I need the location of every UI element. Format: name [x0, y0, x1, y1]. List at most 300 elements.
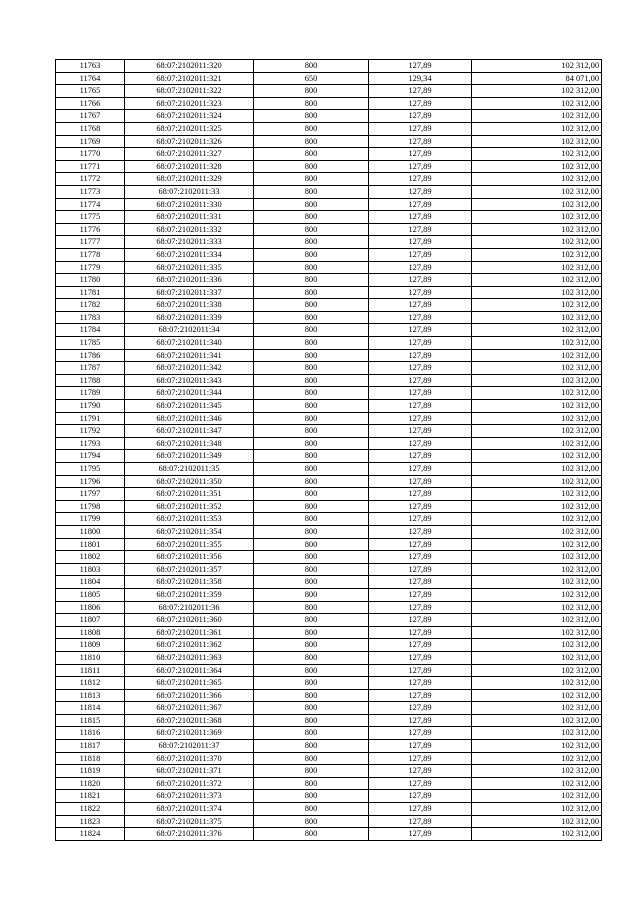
table-row: [56, 651, 602, 664]
cadastral-number-cell: 68:07:2102011:329: [125, 173, 254, 186]
value-cell: 102 312,00: [472, 185, 602, 198]
rate-cell: 127,89: [369, 324, 472, 337]
cadastral-number-cell: 68:07:2102011:321: [125, 72, 254, 85]
row-number-cell: 11811: [56, 664, 125, 677]
table-row: [56, 450, 602, 463]
rate-cell: 127,89: [369, 563, 472, 576]
cadastral-number-cell: 68:07:2102011:352: [125, 500, 254, 513]
area-cell: 800: [254, 538, 369, 551]
rate-cell: 127,89: [369, 173, 472, 186]
rate-cell: 127,89: [369, 513, 472, 526]
row-number-cell: 11813: [56, 689, 125, 702]
rate-cell: 127,89: [369, 803, 472, 816]
value-cell: 102 312,00: [472, 677, 602, 690]
value-cell: 102 312,00: [472, 85, 602, 98]
rate-cell: 127,89: [369, 651, 472, 664]
value-cell: 102 312,00: [472, 475, 602, 488]
rate-cell: 127,89: [369, 248, 472, 261]
rate-cell: 127,89: [369, 97, 472, 110]
table-row: [56, 639, 602, 652]
value-cell: 102 312,00: [472, 488, 602, 501]
row-number-cell: 11806: [56, 601, 125, 614]
value-cell: 102 312,00: [472, 664, 602, 677]
value-cell: 102 312,00: [472, 463, 602, 476]
table-row: [56, 727, 602, 740]
value-cell: 102 312,00: [472, 248, 602, 261]
area-cell: 800: [254, 626, 369, 639]
row-number-cell: 11819: [56, 765, 125, 778]
value-cell: 102 312,00: [472, 500, 602, 513]
rate-cell: 127,89: [369, 211, 472, 224]
area-cell: 800: [254, 122, 369, 135]
area-cell: 800: [254, 601, 369, 614]
row-number-cell: 11794: [56, 450, 125, 463]
cadastral-number-cell: 68:07:2102011:370: [125, 752, 254, 765]
table-row: [56, 274, 602, 287]
area-cell: 800: [254, 815, 369, 828]
cadastral-number-cell: 68:07:2102011:328: [125, 160, 254, 173]
table-row: [56, 475, 602, 488]
row-number-cell: 11820: [56, 777, 125, 790]
area-cell: 650: [254, 72, 369, 85]
area-cell: 800: [254, 274, 369, 287]
cadastral-number-cell: 68:07:2102011:320: [125, 60, 254, 73]
cadastral-number-cell: 68:07:2102011:33: [125, 185, 254, 198]
cadastral-number-cell: 68:07:2102011:347: [125, 425, 254, 438]
table-row: [56, 160, 602, 173]
row-number-cell: 11767: [56, 110, 125, 123]
value-cell: 102 312,00: [472, 513, 602, 526]
rate-cell: 127,89: [369, 525, 472, 538]
rate-cell: 127,89: [369, 500, 472, 513]
area-cell: 800: [254, 639, 369, 652]
row-number-cell: 11773: [56, 185, 125, 198]
table-row: [56, 387, 602, 400]
rate-cell: 127,89: [369, 626, 472, 639]
area-cell: 800: [254, 765, 369, 778]
row-number-cell: 11766: [56, 97, 125, 110]
cadastral-number-cell: 68:07:2102011:369: [125, 727, 254, 740]
rate-cell: 127,89: [369, 538, 472, 551]
area-cell: 800: [254, 60, 369, 73]
cadastral-number-cell: 68:07:2102011:343: [125, 374, 254, 387]
value-cell: 102 312,00: [472, 437, 602, 450]
table-row: [56, 362, 602, 375]
value-cell: 102 312,00: [472, 337, 602, 350]
cadastral-number-cell: 68:07:2102011:344: [125, 387, 254, 400]
rate-cell: 127,89: [369, 60, 472, 73]
cadastral-number-cell: 68:07:2102011:366: [125, 689, 254, 702]
area-cell: 800: [254, 248, 369, 261]
cadastral-number-cell: 68:07:2102011:323: [125, 97, 254, 110]
rate-cell: 127,89: [369, 488, 472, 501]
rate-cell: 127,89: [369, 374, 472, 387]
value-cell: 102 312,00: [472, 349, 602, 362]
value-cell: 102 312,00: [472, 651, 602, 664]
area-cell: 800: [254, 311, 369, 324]
table-row: [56, 664, 602, 677]
area-cell: 800: [254, 185, 369, 198]
table-row: [56, 185, 602, 198]
rate-cell: 127,89: [369, 160, 472, 173]
area-cell: 800: [254, 337, 369, 350]
row-number-cell: 11788: [56, 374, 125, 387]
area-cell: 800: [254, 286, 369, 299]
row-number-cell: 11786: [56, 349, 125, 362]
row-number-cell: 11792: [56, 425, 125, 438]
cadastral-number-cell: 68:07:2102011:363: [125, 651, 254, 664]
area-cell: 800: [254, 651, 369, 664]
area-cell: 800: [254, 689, 369, 702]
row-number-cell: 11769: [56, 135, 125, 148]
cadastral-number-cell: 68:07:2102011:360: [125, 614, 254, 627]
value-cell: 102 312,00: [472, 324, 602, 337]
value-cell: 102 312,00: [472, 261, 602, 274]
cadastral-number-cell: 68:07:2102011:334: [125, 248, 254, 261]
row-number-cell: 11793: [56, 437, 125, 450]
area-cell: 800: [254, 803, 369, 816]
row-number-cell: 11797: [56, 488, 125, 501]
table-row: [56, 677, 602, 690]
row-number-cell: 11770: [56, 148, 125, 161]
rate-cell: 127,89: [369, 714, 472, 727]
value-cell: 102 312,00: [472, 576, 602, 589]
rate-cell: 127,89: [369, 752, 472, 765]
table-row: [56, 412, 602, 425]
table-row: [56, 374, 602, 387]
table-row: [56, 60, 602, 73]
table-row: [56, 324, 602, 337]
cadastral-number-cell: 68:07:2102011:339: [125, 311, 254, 324]
value-cell: 102 312,00: [472, 173, 602, 186]
table-row: [56, 702, 602, 715]
value-cell: 102 312,00: [472, 815, 602, 828]
row-number-cell: 11777: [56, 236, 125, 249]
area-cell: 800: [254, 664, 369, 677]
area-cell: 800: [254, 400, 369, 413]
value-cell: 102 312,00: [472, 689, 602, 702]
area-cell: 800: [254, 437, 369, 450]
table-row: [56, 72, 602, 85]
cadastral-number-cell: 68:07:2102011:333: [125, 236, 254, 249]
cadastral-number-cell: 68:07:2102011:354: [125, 525, 254, 538]
row-number-cell: 11805: [56, 588, 125, 601]
cadastral-number-cell: 68:07:2102011:357: [125, 563, 254, 576]
area-cell: 800: [254, 148, 369, 161]
table-row: [56, 563, 602, 576]
value-cell: 102 312,00: [472, 286, 602, 299]
area-cell: 800: [254, 525, 369, 538]
value-cell: 102 312,00: [472, 122, 602, 135]
rate-cell: 127,89: [369, 135, 472, 148]
row-number-cell: 11791: [56, 412, 125, 425]
row-number-cell: 11808: [56, 626, 125, 639]
value-cell: 102 312,00: [472, 588, 602, 601]
table-row: [56, 765, 602, 778]
value-cell: 102 312,00: [472, 311, 602, 324]
rate-cell: 127,89: [369, 349, 472, 362]
cadastral-number-cell: 68:07:2102011:37: [125, 740, 254, 753]
table-row: [56, 437, 602, 450]
cadastral-number-cell: 68:07:2102011:356: [125, 551, 254, 564]
area-cell: 800: [254, 488, 369, 501]
area-cell: 800: [254, 450, 369, 463]
cadastral-number-cell: 68:07:2102011:338: [125, 299, 254, 312]
table-row: [56, 815, 602, 828]
cadastral-number-cell: 68:07:2102011:367: [125, 702, 254, 715]
cadastral-number-cell: 68:07:2102011:349: [125, 450, 254, 463]
area-cell: 800: [254, 563, 369, 576]
value-cell: 102 312,00: [472, 148, 602, 161]
cadastral-number-cell: 68:07:2102011:330: [125, 198, 254, 211]
value-cell: 102 312,00: [472, 714, 602, 727]
value-cell: 102 312,00: [472, 551, 602, 564]
row-number-cell: 11815: [56, 714, 125, 727]
table-row: [56, 588, 602, 601]
value-cell: 102 312,00: [472, 639, 602, 652]
row-number-cell: 11790: [56, 400, 125, 413]
row-number-cell: 11803: [56, 563, 125, 576]
row-number-cell: 11800: [56, 525, 125, 538]
table-row: [56, 349, 602, 362]
cadastral-number-cell: 68:07:2102011:350: [125, 475, 254, 488]
value-cell: 102 312,00: [472, 790, 602, 803]
row-number-cell: 11795: [56, 463, 125, 476]
cadastral-number-cell: 68:07:2102011:324: [125, 110, 254, 123]
table-row: [56, 286, 602, 299]
area-cell: 800: [254, 714, 369, 727]
area-cell: 800: [254, 85, 369, 98]
area-cell: 800: [254, 727, 369, 740]
value-cell: 102 312,00: [472, 223, 602, 236]
cadastral-number-cell: 68:07:2102011:358: [125, 576, 254, 589]
table-row: [56, 463, 602, 476]
cadastral-number-cell: 68:07:2102011:371: [125, 765, 254, 778]
table-row: [56, 173, 602, 186]
table-row: [56, 122, 602, 135]
area-cell: 800: [254, 614, 369, 627]
rate-cell: 127,89: [369, 400, 472, 413]
rate-cell: 127,89: [369, 777, 472, 790]
value-cell: 102 312,00: [472, 803, 602, 816]
row-number-cell: 11789: [56, 387, 125, 400]
area-cell: 800: [254, 374, 369, 387]
area-cell: 800: [254, 425, 369, 438]
value-cell: 102 312,00: [472, 450, 602, 463]
row-number-cell: 11778: [56, 248, 125, 261]
cadastral-number-cell: 68:07:2102011:362: [125, 639, 254, 652]
area-cell: 800: [254, 299, 369, 312]
cadastral-number-cell: 68:07:2102011:327: [125, 148, 254, 161]
table-row: [56, 714, 602, 727]
rate-cell: 127,89: [369, 702, 472, 715]
row-number-cell: 11784: [56, 324, 125, 337]
row-number-cell: 11780: [56, 274, 125, 287]
area-cell: 800: [254, 97, 369, 110]
rate-cell: 127,89: [369, 677, 472, 690]
value-cell: 102 312,00: [472, 425, 602, 438]
cadastral-number-cell: 68:07:2102011:331: [125, 211, 254, 224]
row-number-cell: 11764: [56, 72, 125, 85]
cadastral-number-cell: 68:07:2102011:34: [125, 324, 254, 337]
cadastral-number-cell: 68:07:2102011:365: [125, 677, 254, 690]
value-cell: 102 312,00: [472, 97, 602, 110]
rate-cell: 127,89: [369, 463, 472, 476]
value-cell: 102 312,00: [472, 777, 602, 790]
rate-cell: 127,89: [369, 765, 472, 778]
area-cell: 800: [254, 173, 369, 186]
table-row: [56, 135, 602, 148]
cadastral-number-cell: 68:07:2102011:353: [125, 513, 254, 526]
value-cell: 102 312,00: [472, 362, 602, 375]
row-number-cell: 11776: [56, 223, 125, 236]
rate-cell: 127,89: [369, 286, 472, 299]
rate-cell: 127,89: [369, 588, 472, 601]
rate-cell: 127,89: [369, 601, 472, 614]
row-number-cell: 11787: [56, 362, 125, 375]
rate-cell: 127,89: [369, 664, 472, 677]
rate-cell: 127,89: [369, 274, 472, 287]
row-number-cell: 11817: [56, 740, 125, 753]
rate-cell: 127,89: [369, 450, 472, 463]
area-cell: 800: [254, 135, 369, 148]
rate-cell: 129,34: [369, 72, 472, 85]
value-cell: 102 312,00: [472, 135, 602, 148]
rate-cell: 127,89: [369, 362, 472, 375]
land-parcel-table: [55, 59, 602, 841]
rate-cell: 127,89: [369, 437, 472, 450]
table-row: [56, 97, 602, 110]
row-number-cell: 11763: [56, 60, 125, 73]
area-cell: 800: [254, 160, 369, 173]
cadastral-number-cell: 68:07:2102011:361: [125, 626, 254, 639]
table-row: [56, 85, 602, 98]
row-number-cell: 11783: [56, 311, 125, 324]
cadastral-number-cell: 68:07:2102011:359: [125, 588, 254, 601]
area-cell: 800: [254, 211, 369, 224]
cadastral-number-cell: 68:07:2102011:376: [125, 828, 254, 841]
table-row: [56, 400, 602, 413]
cadastral-number-cell: 68:07:2102011:368: [125, 714, 254, 727]
cadastral-number-cell: 68:07:2102011:342: [125, 362, 254, 375]
cadastral-number-cell: 68:07:2102011:35: [125, 463, 254, 476]
cadastral-number-cell: 68:07:2102011:351: [125, 488, 254, 501]
row-number-cell: 11824: [56, 828, 125, 841]
rate-cell: 127,89: [369, 412, 472, 425]
table-row: [56, 538, 602, 551]
value-cell: 102 312,00: [472, 412, 602, 425]
table-row: [56, 311, 602, 324]
area-cell: 800: [254, 236, 369, 249]
table-row: [56, 803, 602, 816]
value-cell: 102 312,00: [472, 236, 602, 249]
area-cell: 800: [254, 752, 369, 765]
row-number-cell: 11812: [56, 677, 125, 690]
value-cell: 102 312,00: [472, 538, 602, 551]
rate-cell: 127,89: [369, 110, 472, 123]
value-cell: 102 312,00: [472, 752, 602, 765]
table-row: [56, 223, 602, 236]
table-body: [56, 60, 602, 841]
cadastral-number-cell: 68:07:2102011:337: [125, 286, 254, 299]
table-row: [56, 198, 602, 211]
area-cell: 800: [254, 513, 369, 526]
table-row: [56, 299, 602, 312]
rate-cell: 127,89: [369, 337, 472, 350]
value-cell: 102 312,00: [472, 601, 602, 614]
value-cell: 102 312,00: [472, 198, 602, 211]
row-number-cell: 11798: [56, 500, 125, 513]
rate-cell: 127,89: [369, 198, 472, 211]
cadastral-number-cell: 68:07:2102011:325: [125, 122, 254, 135]
row-number-cell: 11771: [56, 160, 125, 173]
row-number-cell: 11816: [56, 727, 125, 740]
table-row: [56, 525, 602, 538]
rate-cell: 127,89: [369, 311, 472, 324]
value-cell: 102 312,00: [472, 211, 602, 224]
table-row: [56, 236, 602, 249]
rate-cell: 127,89: [369, 475, 472, 488]
table-row: [56, 777, 602, 790]
rate-cell: 127,89: [369, 236, 472, 249]
cadastral-number-cell: 68:07:2102011:335: [125, 261, 254, 274]
value-cell: 84 071,00: [472, 72, 602, 85]
cadastral-number-cell: 68:07:2102011:364: [125, 664, 254, 677]
cadastral-number-cell: 68:07:2102011:346: [125, 412, 254, 425]
table-row: [56, 752, 602, 765]
value-cell: 102 312,00: [472, 614, 602, 627]
area-cell: 800: [254, 551, 369, 564]
area-cell: 800: [254, 828, 369, 841]
rate-cell: 127,89: [369, 790, 472, 803]
area-cell: 800: [254, 777, 369, 790]
value-cell: 102 312,00: [472, 274, 602, 287]
row-number-cell: 11774: [56, 198, 125, 211]
rate-cell: 127,89: [369, 639, 472, 652]
table-row: [56, 425, 602, 438]
table-row: [56, 828, 602, 841]
value-cell: 102 312,00: [472, 387, 602, 400]
rate-cell: 127,89: [369, 614, 472, 627]
table-row: [56, 248, 602, 261]
cadastral-number-cell: 68:07:2102011:345: [125, 400, 254, 413]
table-row: [56, 740, 602, 753]
row-number-cell: 11802: [56, 551, 125, 564]
area-cell: 800: [254, 110, 369, 123]
cadastral-number-cell: 68:07:2102011:372: [125, 777, 254, 790]
row-number-cell: 11809: [56, 639, 125, 652]
table-row: [56, 614, 602, 627]
row-number-cell: 11779: [56, 261, 125, 274]
rate-cell: 127,89: [369, 299, 472, 312]
rate-cell: 127,89: [369, 148, 472, 161]
table-row: [56, 689, 602, 702]
area-cell: 800: [254, 677, 369, 690]
row-number-cell: 11785: [56, 337, 125, 350]
area-cell: 800: [254, 475, 369, 488]
area-cell: 800: [254, 740, 369, 753]
area-cell: 800: [254, 349, 369, 362]
area-cell: 800: [254, 500, 369, 513]
table-row: [56, 500, 602, 513]
table-row: [56, 148, 602, 161]
value-cell: 102 312,00: [472, 110, 602, 123]
rate-cell: 127,89: [369, 425, 472, 438]
value-cell: 102 312,00: [472, 727, 602, 740]
rate-cell: 127,89: [369, 576, 472, 589]
rate-cell: 127,89: [369, 828, 472, 841]
row-number-cell: 11768: [56, 122, 125, 135]
